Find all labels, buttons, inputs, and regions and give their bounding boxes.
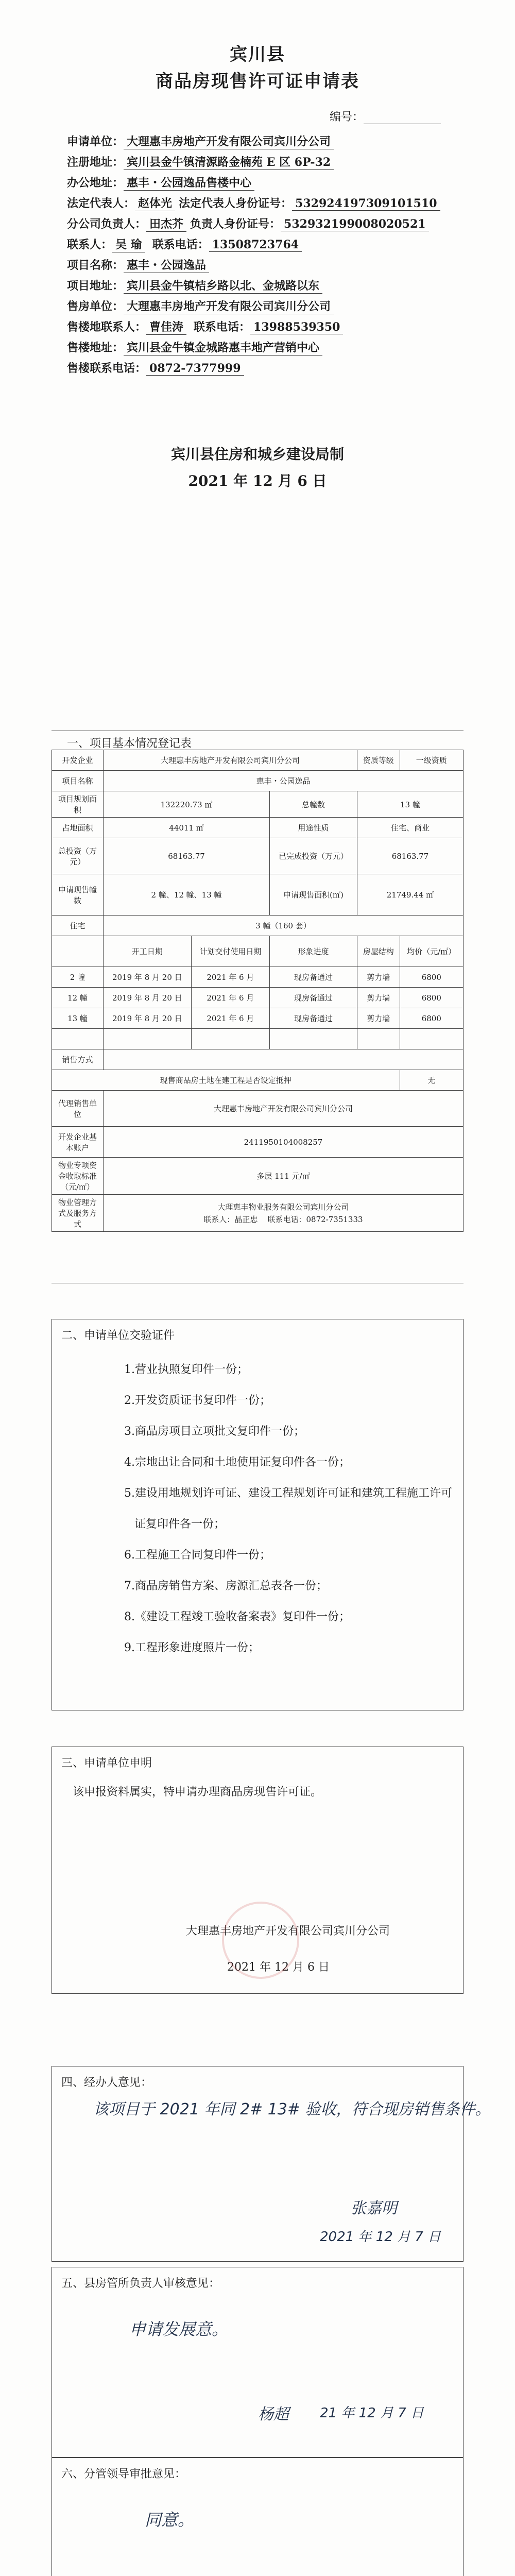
table-row [52, 967, 464, 988]
table-row [52, 988, 464, 1008]
cell-value: 大理惠丰房地产开发有限公司宾川分公司 [104, 1091, 464, 1127]
list-item: 5.建设用地规划许可证、建设工程规划许可证和建筑工程施工许可 [124, 1487, 452, 1500]
table-cell [270, 1029, 357, 1049]
field-project-address: 项目地址： 宾川县金牛镇桔乡路以北、金城路以东 [67, 277, 322, 294]
cell-value: 大理惠丰物业服务有限公司宾川分公司 联系人：晶正忠 联系电话：0872-7351333 [104, 1195, 464, 1232]
handwritten-signature: 张嘉明 [351, 2199, 397, 2217]
table-cell [104, 1029, 192, 1049]
table-cell: 现房备通过 [270, 988, 357, 1008]
section2-box [52, 1319, 464, 1710]
cell-label: 开发企业基本账户 [52, 1127, 104, 1158]
declaration-signer: 大理惠丰房地产开发有限公司宾川分公司 [186, 1925, 390, 1938]
cell-label: 已完成投资（万元） [270, 838, 357, 874]
table-cell: 2019 年 8 月 20 日 [104, 988, 192, 1008]
table-row [52, 1008, 464, 1029]
table-cell: 现房备通过 [270, 967, 357, 988]
section6-box [52, 2458, 464, 2576]
cell-label: 物业专项资金收取标准（元/㎡） [52, 1158, 104, 1195]
handwritten-signature: 杨超 [258, 2405, 289, 2424]
field-sales-contact: 售楼地联系人： 曹佳涛 联系电话： 13988539350 [67, 318, 343, 335]
declaration-text: 该申报资料属实，特申请办理商品房现售许可证。 [73, 1786, 322, 1799]
table-cell: 2019 年 8 月 20 日 [104, 1008, 192, 1029]
serial-number: 编号： [330, 108, 441, 124]
list-item: 8.《建设工程竣工验收备案表》复印件一份； [124, 1611, 350, 1623]
cell-value: 无 [400, 1070, 463, 1091]
table-cell [357, 1029, 400, 1049]
list-item: 7.商品房销售方案、房源汇总表各一份； [124, 1580, 328, 1592]
table-cell [52, 1029, 104, 1049]
table-cell: 2021 年 6 月 [191, 988, 269, 1008]
list-item: 6.工程施工合同复印件一份； [124, 1549, 271, 1562]
list-item: 3.商品房项目立项批文复印件一份； [124, 1425, 305, 1438]
cell-label: 现售商品房土地在建工程是否设定抵押 [52, 1070, 400, 1091]
section4-box [52, 2066, 491, 2262]
table-cell: 6800 [400, 967, 463, 988]
handwritten-opinion: 同意。 [145, 2510, 195, 2530]
col-header: 均价（元/㎡） [400, 936, 463, 967]
company-seal [222, 1902, 299, 1979]
section3-box [52, 1747, 464, 1994]
cell-value: 13 幢 [357, 791, 463, 818]
handwritten-opinion: 该项目于 2021 年同 2# 13# 验收，符合现房销售条件。 [93, 2100, 491, 2119]
list-item: 证复印件各一份； [134, 1518, 226, 1531]
cell-value: 3 幢（160 套） [104, 916, 464, 936]
section2-heading: 二、申请单位交验证件 [61, 1329, 175, 1342]
cell-value: 住宅、商业 [357, 818, 463, 838]
handwritten-date: 2021 年 12 月 7 日 [320, 2229, 441, 2245]
section5-heading: 五、县房管所负责人审核意见： [61, 2277, 220, 2290]
cell-value: 大理惠丰房地产开发有限公司宾川分公司 [104, 750, 357, 771]
cell-label: 销售方式 [52, 1049, 104, 1070]
declaration-date: 2021 年 12 月 6 日 [227, 1961, 330, 1974]
cell-label: 物业管理方式及服务方式 [52, 1195, 104, 1232]
cell-label: 住宅 [52, 916, 104, 936]
table-cell: 剪力墙 [357, 967, 400, 988]
cell-value: 2411950104008257 [104, 1127, 464, 1158]
cell-label: 项目规划面积 [52, 791, 104, 818]
col-header: 形象进度 [270, 936, 357, 967]
list-item: 4.宗地出让合同和土地使用证复印件各一份； [124, 1456, 350, 1469]
cell-label: 项目名称 [52, 771, 104, 791]
field-contact: 联系人： 吴 瑜 联系电话： 13508723764 [67, 236, 302, 252]
field-applicant: 申请单位： 大理惠丰房地产开发有限公司宾川分公司 [67, 133, 334, 149]
table-cell: 2021 年 6 月 [191, 1008, 269, 1029]
cell-value: 2 幢、12 幢、13 幢 [104, 874, 270, 916]
section6-heading: 六、分管领导审批意见： [61, 2468, 186, 2481]
cell-value: 21749.44 ㎡ [357, 874, 463, 916]
list-item: 1.营业执照复印件一份； [124, 1363, 248, 1376]
cell-label: 代理销售单位 [52, 1091, 104, 1127]
col-header [52, 936, 104, 967]
cell-label: 申请现售幢数 [52, 874, 104, 916]
col-header: 计划交付使用日期 [191, 936, 269, 967]
cover-title-form: 商品房现售许可证申请表 [156, 71, 359, 92]
field-project-name: 项目名称： 惠丰・公园逸品 [67, 257, 209, 273]
cell-label: 用途性质 [270, 818, 357, 838]
table-cell: 2019 年 8 月 20 日 [104, 967, 192, 988]
table-cell: 剪力墙 [357, 988, 400, 1008]
project-info-table [52, 750, 464, 1232]
table-cell: 2021 年 6 月 [191, 967, 269, 988]
handwritten-opinion: 申请发展意。 [129, 2319, 229, 2339]
issuing-org: 宾川县住房和城乡建设局制 [170, 446, 344, 463]
table-cell [191, 1029, 269, 1049]
field-sales-address: 售楼地址： 宾川县金牛镇金城路惠丰地产营销中心 [67, 339, 322, 355]
section5-box [52, 2267, 464, 2458]
cell-label: 总投资（万元） [52, 838, 104, 874]
table-cell: 2 幢 [52, 967, 104, 988]
table-cell: 6800 [400, 988, 463, 1008]
cell-value [104, 1049, 464, 1070]
field-seller: 售房单位： 大理惠丰房地产开发有限公司宾川分公司 [67, 298, 334, 314]
field-sales-phone: 售楼联系电话： 0872-7377999 [67, 360, 244, 376]
table-cell: 6800 [400, 1008, 463, 1029]
cell-label: 申请现售面积(㎡) [270, 874, 357, 916]
table-cell: 12 幢 [52, 988, 104, 1008]
table-cell: 剪力墙 [357, 1008, 400, 1029]
col-header: 开工日期 [104, 936, 192, 967]
field-reg-address: 注册地址： 宾川县金牛镇清源路金楠苑 E 区 6P-32 [67, 154, 334, 170]
cell-value: 68163.77 [357, 838, 463, 874]
cover-title-county: 宾川县 [230, 44, 285, 65]
cell-value: 132220.73 ㎡ [104, 791, 270, 818]
cell-label: 开发企业 [52, 750, 104, 771]
section1-heading: 一、项目基本情况登记表 [67, 737, 192, 750]
cover-date: 2021 年 12 月 6 日 [188, 472, 327, 489]
cell-value: 一级资质 [400, 750, 463, 771]
field-office-address: 办公地址： 惠丰・公园逸品售楼中心 [67, 174, 254, 191]
handwritten-date: 21 年 12 月 7 日 [320, 2405, 424, 2421]
section3-heading: 三、申请单位申明 [61, 1757, 152, 1770]
cell-value: 多层 111 元/㎡ [104, 1158, 464, 1195]
field-legal-rep: 法定代表人： 赵体光 法定代表人身份证号： 532924197309101510 [67, 195, 440, 211]
cell-label: 资质等级 [357, 750, 400, 771]
cell-label: 总幢数 [270, 791, 357, 818]
list-item: 2.开发资质证书复印件一份； [124, 1394, 271, 1407]
handwritten-signature [279, 2571, 331, 2576]
cell-value: 44011 ㎡ [104, 818, 270, 838]
field-branch-head: 分公司负责人： 田杰芥 负责人身份证号： 532932199008020521 [67, 215, 429, 232]
cell-value: 惠丰・公园逸品 [104, 771, 464, 791]
table-cell [400, 1029, 463, 1049]
section4-heading: 四、经办人意见： [61, 2076, 152, 2089]
cell-label: 占地面积 [52, 818, 104, 838]
table-cell: 13 幢 [52, 1008, 104, 1029]
col-header: 房屋结构 [357, 936, 400, 967]
table-cell: 现房备通过 [270, 1008, 357, 1029]
list-item: 9.工程形象进度照片一份； [124, 1641, 260, 1654]
cell-value: 68163.77 [104, 838, 270, 874]
